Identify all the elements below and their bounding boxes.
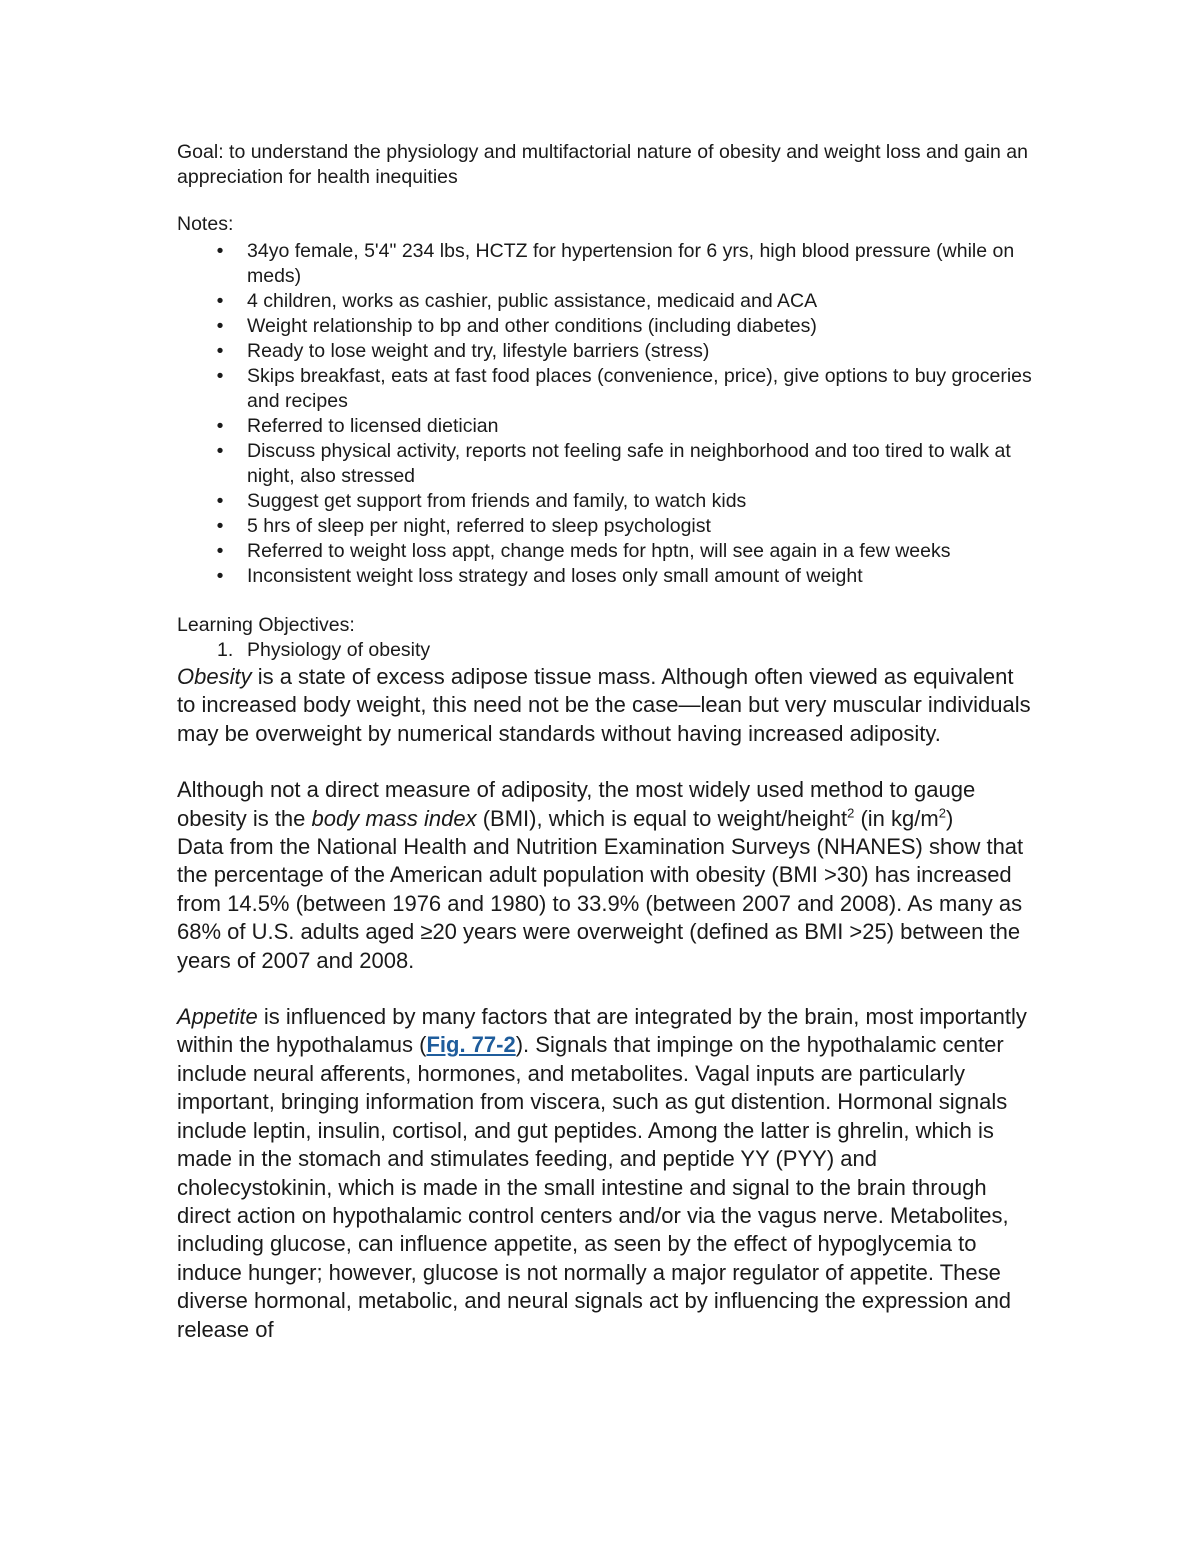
list-item [177, 289, 1037, 314]
list-item [177, 514, 1037, 539]
bullet-icon: • [216, 290, 224, 312]
bullet-icon: • [216, 340, 224, 362]
term-obesity: Obesity [177, 664, 252, 689]
bullet-icon: • [216, 515, 224, 537]
bullet-icon: • [216, 240, 224, 262]
objective-text: Physiology of obesity [247, 639, 431, 661]
list-item [177, 239, 1037, 289]
note-text: 34yo female, 5'4" 234 lbs, HCTZ for hypertension for 6 yrs, high blood pressure (while on meds) [247, 240, 1015, 287]
bullet-icon: • [216, 365, 224, 387]
paragraph-text: (BMI), which is equal to weight/height [476, 805, 848, 831]
note-text: Discuss physical activity, reports not feeling safe in neighborhood and too tired to walk at night, also stressed [247, 440, 1011, 487]
note-text: Weight relationship to bp and other conditions (including diabetes) [247, 315, 817, 337]
list-item [177, 564, 1037, 589]
list-item [177, 489, 1037, 514]
note-text: Ready to lose weight and try, lifestyle barriers (stress) [247, 340, 710, 362]
term-appetite: Appetite [177, 1004, 258, 1030]
paragraph-text: is influenced by many factors that are integrated by the brain, most importantly within the hypothalamus ( [177, 1004, 1027, 1058]
note-text: 5 hrs of sleep per night, referred to sleep psychologist [247, 515, 711, 537]
paragraph-text: (in kg/m [854, 805, 939, 831]
list-item [177, 638, 1037, 663]
paragraph-appetite [177, 1003, 1037, 1344]
superscript: 2 [847, 805, 855, 821]
bullet-icon: • [216, 415, 224, 437]
document-body [177, 140, 1037, 1344]
paragraph-nhanes: Data from the National Health and Nutrition Examination Surveys (NHANES) show that the percentage of the American adult population with obesity (BMI >30) has increased from 14.5% (between 1976 and 1980) to 33.9% (between 2007 and 2008). As many as 68% of U.S. adults aged ≥20 years were overweight (defined as BMI >25) between the years of 2007 and 2008. [177, 834, 1024, 973]
bullet-icon: • [216, 440, 224, 462]
note-text: Referred to weight loss appt, change meds for hptn, will see again in a few weeks [247, 540, 951, 562]
note-text: Referred to licensed dietician [247, 415, 499, 437]
list-item [177, 314, 1037, 339]
note-text: Inconsistent weight loss strategy and loses only small amount of weight [247, 565, 863, 587]
note-text: Skips breakfast, eats at fast food places (convenience, price), give options to buy groceries and recipes [247, 365, 1032, 412]
paragraph-obesity [177, 663, 1037, 748]
paragraph-text: ) [945, 805, 954, 831]
list-item [177, 439, 1037, 489]
bullet-icon: • [216, 565, 224, 587]
list-item [177, 339, 1037, 364]
bullet-icon: • [216, 490, 224, 512]
note-text: 4 children, works as cashier, public assistance, medicaid and ACA [247, 290, 818, 312]
notes-heading: Notes: [177, 213, 234, 235]
learning-objectives-heading: Learning Objectives: [177, 614, 355, 636]
term-bmi: body mass index [311, 805, 477, 831]
goal-statement: Goal: to understand the physiology and multifactorial nature of obesity and weight loss and gain an appreciation for health inequities [177, 141, 1028, 188]
notes-list [177, 239, 1037, 589]
superscript: 2 [938, 805, 946, 821]
bullet-icon: • [216, 540, 224, 562]
objectives-list [177, 638, 1037, 663]
list-item [177, 539, 1037, 564]
note-text: Suggest get support from friends and family, to watch kids [247, 490, 747, 512]
paragraph-text: Although not a direct measure of adiposity, the most widely used method to gauge obesity is the [177, 777, 976, 831]
paragraph-text: ). Signals that impinge on the hypothalamic center include neural afferents, hormones, and metabolites. Vagal inputs are particularly important, bringing information from viscera, such as gut distention. Hormonal signals include leptin, insulin, cortisol, and gut peptides. Among the latter is ghrelin, which is made in the stomach and stimulates feeding, and peptide YY (PYY) and cholecystokinin, which is made in the small intestine and signal to the brain through direct action on hypothalamic control centers and/or via the vagus nerve. Metabolites, including glucose, can influence appetite, as seen by the effect of hypoglycemia to induce hunger; however, glucose is not normally a major regulator of appetite. These diverse hormonal, metabolic, and neural signals act by influencing the expression and release of [177, 1032, 1012, 1342]
list-number: 1. [217, 639, 234, 661]
bullet-icon: • [216, 315, 224, 337]
list-item [177, 414, 1037, 439]
paragraph-text: is a state of excess adipose tissue mass. Although often viewed as equivalent to increased body weight, this need not be the case—lean but very muscular individuals may be overweight by numerical standards without having increased adiposity. [177, 664, 1031, 746]
paragraph-bmi [177, 776, 1037, 833]
figure-link[interactable]: Fig. 77-2 [426, 1032, 516, 1058]
list-item [177, 364, 1037, 414]
